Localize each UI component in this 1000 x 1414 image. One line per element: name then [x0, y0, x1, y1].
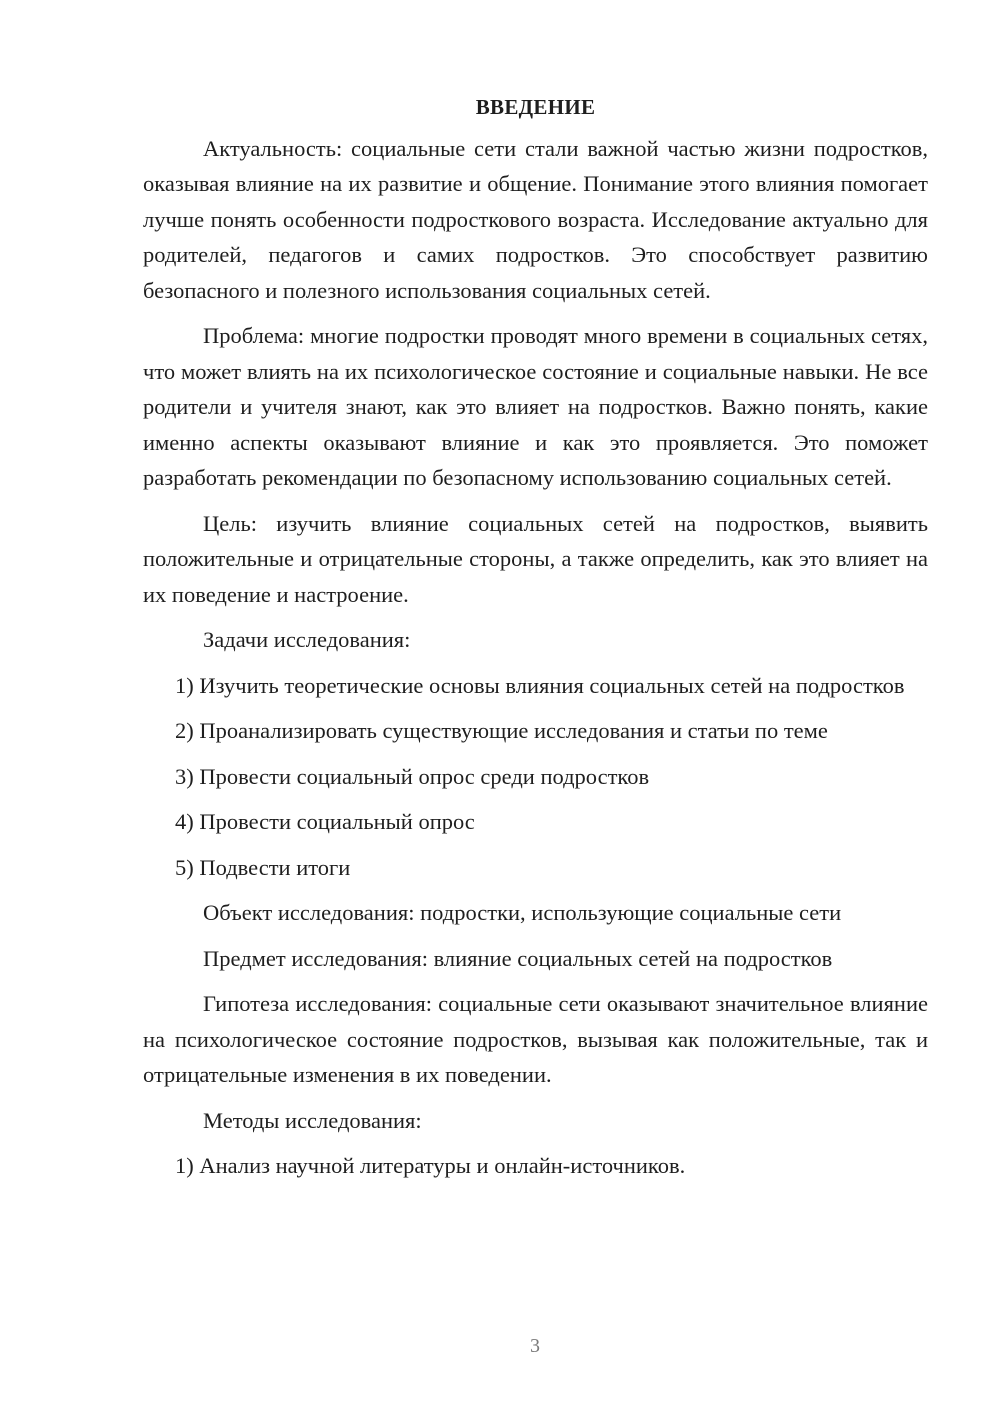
task-item: 4) Провести социальный опрос — [175, 809, 475, 834]
tasks-heading: Задачи исследования: — [203, 627, 411, 652]
page-title: ВВЕДЕНИЕ — [475, 95, 596, 119]
task-item: 3) Провести социальный опрос среди подростков — [175, 763, 650, 789]
method-item: 1) Анализ научной литературы и онлайн-источников. — [175, 1153, 686, 1178]
hypothesis-paragraph: Гипотеза исследования: социальные сети оказывают значительное влияние на психологическое состояние подростков, вызывая как положительные, так и отрицательные изменения в их поведении. — [143, 991, 928, 1087]
task-item: 1) Изучить теоретические основы влияния социальных сетей на подростков — [175, 672, 905, 698]
document-page — [143, 90, 928, 1194]
goal-paragraph: Цель: изучить влияние социальных сетей на подростков, выявить положительные и отрицательные стороны, а также определить, как это влияет на их поведение и настроение. — [143, 510, 928, 607]
object-paragraph: Объект исследования: подростки, использующие социальные сети — [203, 900, 842, 925]
relevance-paragraph: Актуальность: социальные сети стали важной частью жизни подростков, оказывая влияние на их развитие и общение. Понимание этого влияния помогает лучше понять особенности подросткового возраста. Исследование актуально для родителей, педагогов и самих подростков. Это способствует развитию безопасного и полезного использования социальных сетей. — [143, 135, 928, 303]
methods-heading: Методы исследования: — [203, 1107, 422, 1133]
subject-paragraph: Предмет исследования: влияние социальных сетей на подростков — [203, 945, 833, 971]
task-item: 2) Проанализировать существующие исследования и статьи по теме — [175, 718, 828, 743]
task-item: 5) Подвести итоги — [175, 854, 351, 880]
problem-paragraph: Проблема: многие подростки проводят много времени в социальных сетях, что может влиять на их психологическое состояние и социальные навыки. Не все родители и учителя знают, как это влияет на подростков. Важно понять, какие именно аспекты оказывают влияние и как это проявляется. Это поможет разработать рекомендации по безопасному использованию социальных сетей. — [143, 323, 928, 490]
page-number: 3 — [530, 1335, 540, 1357]
